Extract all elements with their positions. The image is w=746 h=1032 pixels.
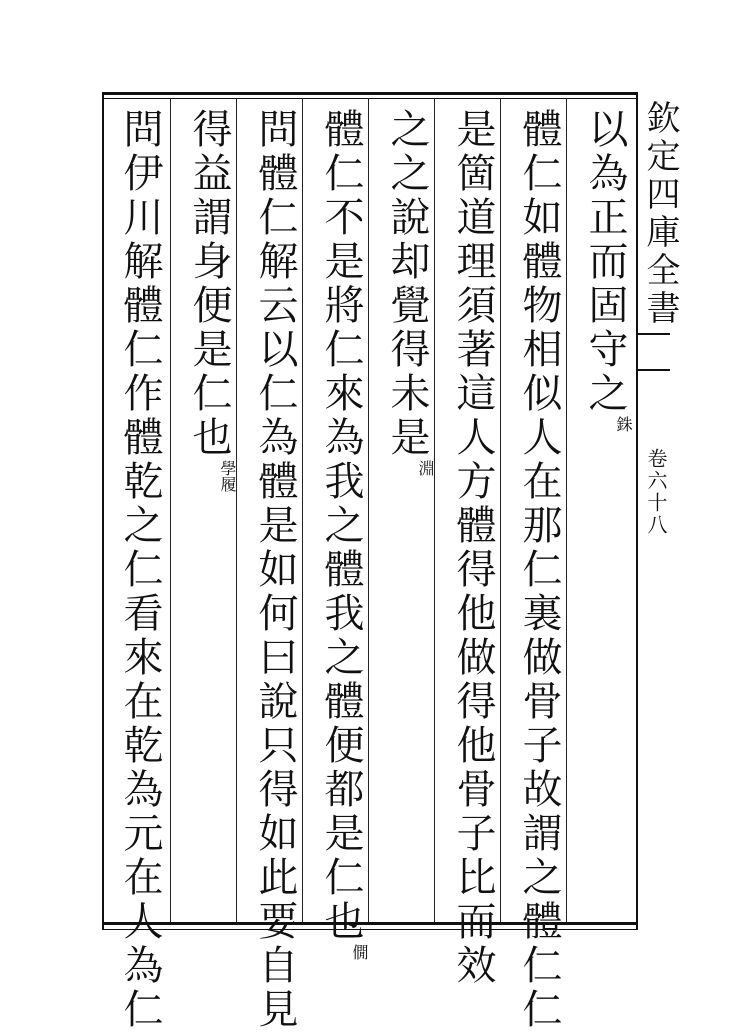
column-text: 得益謂身便是仁也 [186,108,232,460]
speaker-note: 學履 [218,460,237,492]
frame-top-inner-border [102,98,638,99]
text-column-5 [313,108,369,960]
speaker-note: 銖 [614,416,633,432]
text-column-7 [181,108,237,492]
frame-right-border [636,92,638,930]
column-text: 是箇道理須著這人方體得他做得他骨子比而效 [450,108,496,988]
text-column-6 [247,108,303,1032]
speaker-note: 僩 [350,944,369,960]
text-column-4 [379,108,435,476]
fishtail-mark [638,333,670,371]
column-text: 體仁不是將仁來為我之體我之體便都是仁也 [318,108,364,944]
column-text: 之之說却覺得未是 [384,108,430,460]
speaker-note: 淵 [416,460,435,476]
column-text: 問體仁解云以仁為體是如何曰說只得如此要自見 [252,108,298,1032]
book-title: 欽定四庫全書 [640,100,680,328]
frame-left-border [102,92,104,930]
frame-top-border [102,92,638,95]
column-text: 體仁如體物相似人在那仁裏做骨子故謂之體仁仁 [516,108,562,1032]
text-column-1 [577,108,633,432]
chapter-label: 卷六十八 [644,448,668,536]
text-column-3 [445,108,501,988]
column-rule [170,98,171,922]
text-column-2 [511,108,567,1032]
column-text: 問伊川解體仁作體乾之仁看來在乾為元在人為仁 [117,108,163,1032]
text-column-8 [112,108,168,1032]
column-text: 以為正而固守之 [582,108,628,416]
